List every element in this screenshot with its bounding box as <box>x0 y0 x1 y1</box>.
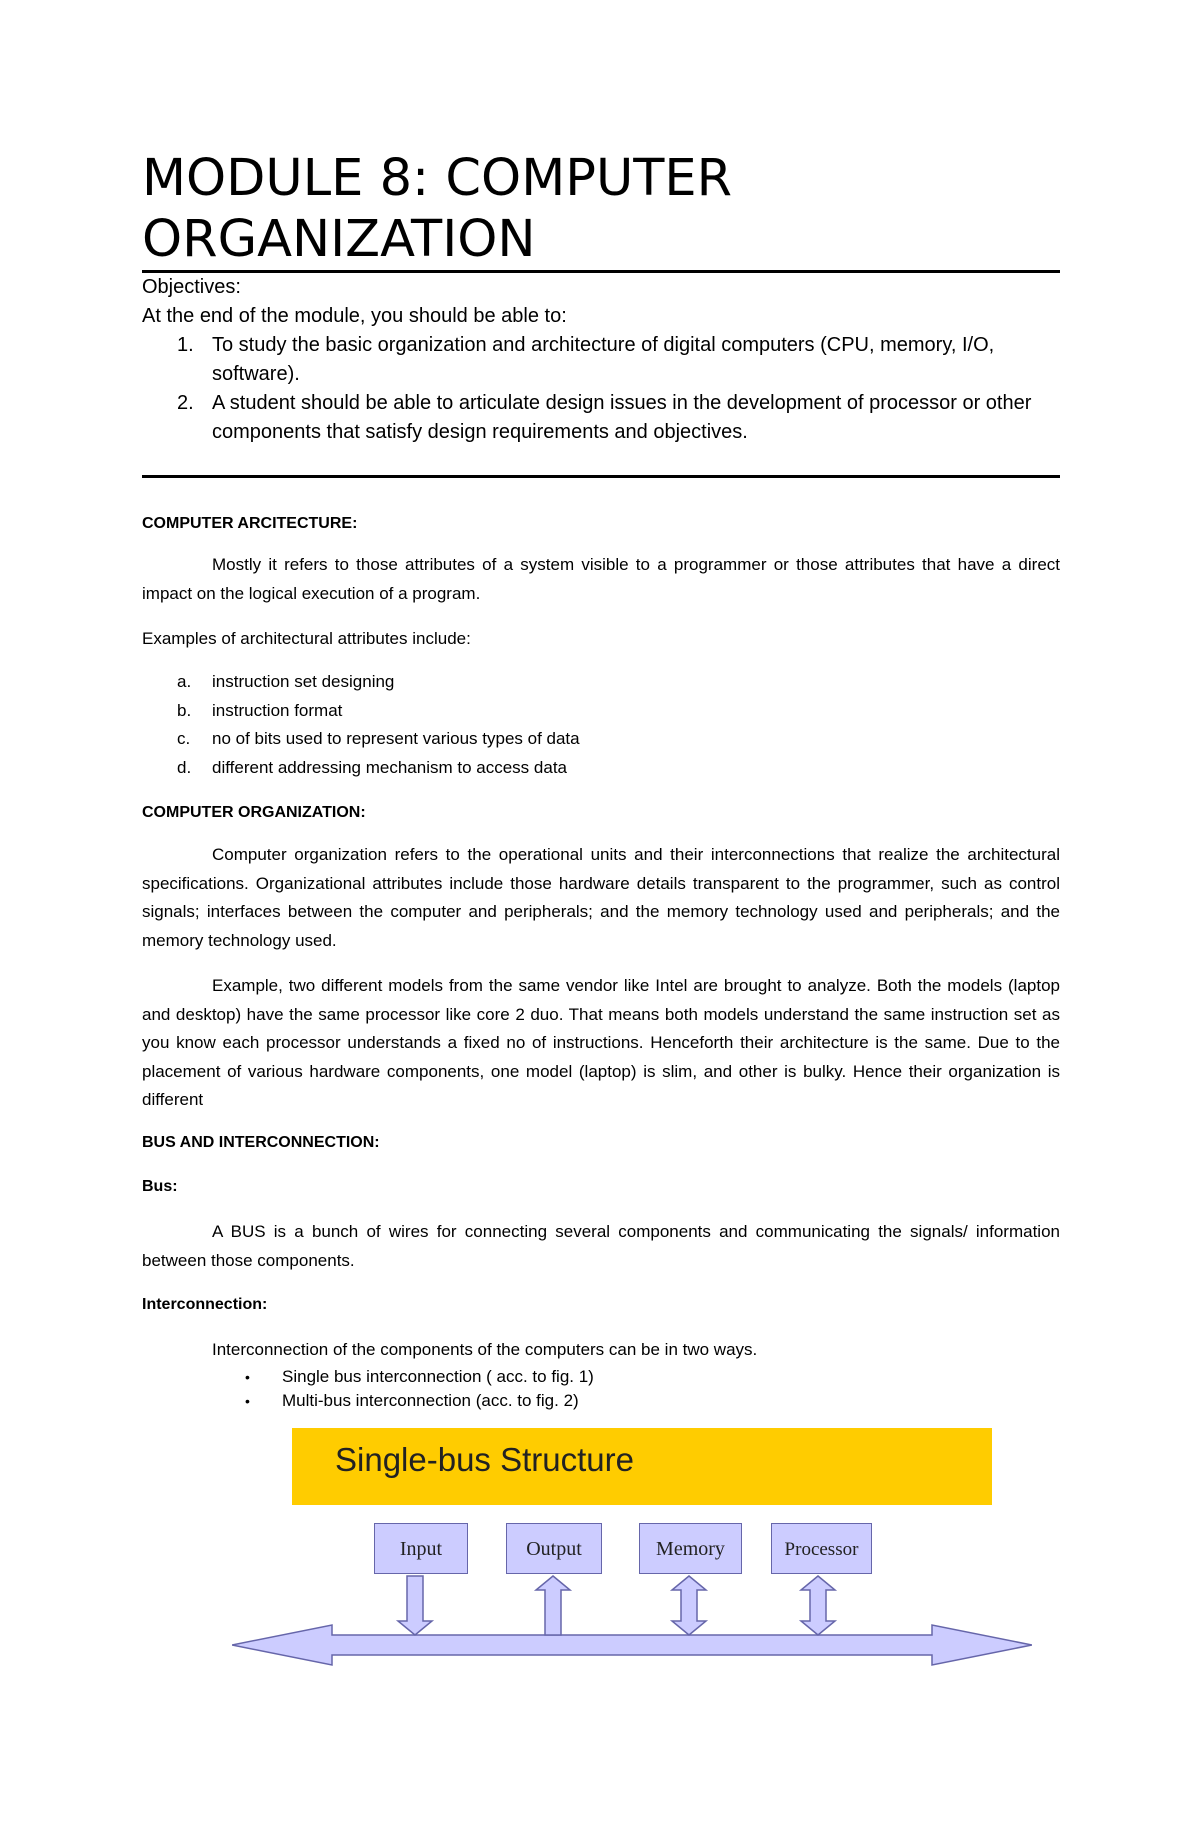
list-marker: d. <box>177 757 192 777</box>
list-text: instruction set designing <box>212 672 395 691</box>
section-heading-architecture: COMPUTER ARCITECTURE: <box>142 515 358 532</box>
bus-diagram-arrows <box>232 1428 1032 1673</box>
output-up-arrow-icon <box>536 1576 570 1635</box>
list-marker: b. <box>177 700 192 720</box>
figure-banner-title: Single-bus Structure <box>335 1441 634 1478</box>
single-bus-figure <box>232 1428 1032 1673</box>
title-rule <box>142 270 1060 273</box>
architecture-paragraph: Mostly it refers to those attributes of a system visible to a programmer or those attributes that have a direct impact on the logical execution of a program. <box>142 555 1060 603</box>
list-text: different addressing mechanism to access data <box>212 757 567 777</box>
list-marker: c. <box>177 729 191 748</box>
interconnection-paragraph: Interconnection of the components of the computers can be in two ways. <box>212 1340 758 1359</box>
list-item <box>142 331 1060 389</box>
bus-paragraph: A BUS is a bunch of wires for connecting several components and communicating the signals/ information between those components. <box>142 1222 1060 1270</box>
list-item <box>142 754 580 783</box>
objectives-intro: At the end of the module, you should be able to: <box>142 305 567 327</box>
organization-paragraph-1: Computer organization refers to the operational units and their interconnections that realize the architectural specifications. Organizational attributes include those hardware details transparent to the programmer, such as control signals; interfaces between the computer and peripherals; and the memory technology used and peripherals; and the memory technology used. <box>142 845 1060 950</box>
input-box: Input <box>374 1523 468 1574</box>
list-text: no of bits used to represent various types of data <box>212 729 580 748</box>
objectives-label: Objectives: <box>142 276 241 298</box>
processor-box: Processor <box>771 1523 872 1574</box>
bus-subheading: Bus: <box>142 1178 178 1195</box>
list-item <box>142 668 580 697</box>
system-bus-arrow-icon <box>232 1625 1032 1665</box>
list-item <box>142 1389 594 1413</box>
memory-box: Memory <box>639 1523 742 1574</box>
output-box: Output <box>506 1523 602 1574</box>
list-text: instruction format <box>212 700 343 720</box>
architecture-attribute-list <box>142 668 580 782</box>
list-number: 2. <box>177 392 194 414</box>
page-title: MODULE 8: COMPUTER ORGANIZATION <box>142 149 733 269</box>
processor-double-arrow-icon <box>801 1576 835 1635</box>
interconnection-subheading: Interconnection: <box>142 1296 268 1313</box>
list-number: 1. <box>177 334 194 356</box>
list-item <box>142 389 1060 447</box>
objectives-list <box>142 331 1060 447</box>
architecture-examples-intro: Examples of architectural attributes include: <box>142 629 471 648</box>
interconnection-list <box>142 1365 594 1413</box>
bullet-icon: • <box>245 1393 250 1409</box>
bullet-icon: • <box>245 1369 250 1385</box>
input-down-arrow-icon <box>398 1576 432 1635</box>
list-item <box>142 697 580 726</box>
list-item <box>142 725 580 754</box>
memory-double-arrow-icon <box>672 1576 706 1635</box>
list-text: A student should be able to articulate design issues in the development of processor or other components that satisfy design requirements and objectives. <box>212 392 1032 443</box>
list-text: Single bus interconnection ( acc. to fig. 1) <box>282 1367 594 1386</box>
section-heading-organization: COMPUTER ORGANIZATION: <box>142 804 366 821</box>
list-marker: a. <box>177 672 192 691</box>
organization-paragraph-2: Example, two different models from the same vendor like Intel are brought to analyze. Both the models (laptop and desktop) have the same processor like core 2 duo. That means both models understand the same instruction set as you know each processor understands a fixed no of instructions. Henceforth their architecture is the same. Due to the placement of various hardware components, one model (laptop) is slim, and other is bulky. Hence their organization is different <box>142 976 1060 1109</box>
list-item <box>142 1365 594 1389</box>
section-heading-bus: BUS AND INTERCONNECTION: <box>142 1134 380 1151</box>
objectives-rule <box>142 475 1060 478</box>
list-text: To study the basic organization and architecture of digital computers (CPU, memory, I/O, software). <box>212 334 995 385</box>
list-text: Multi-bus interconnection (acc. to fig. 2) <box>282 1391 579 1410</box>
